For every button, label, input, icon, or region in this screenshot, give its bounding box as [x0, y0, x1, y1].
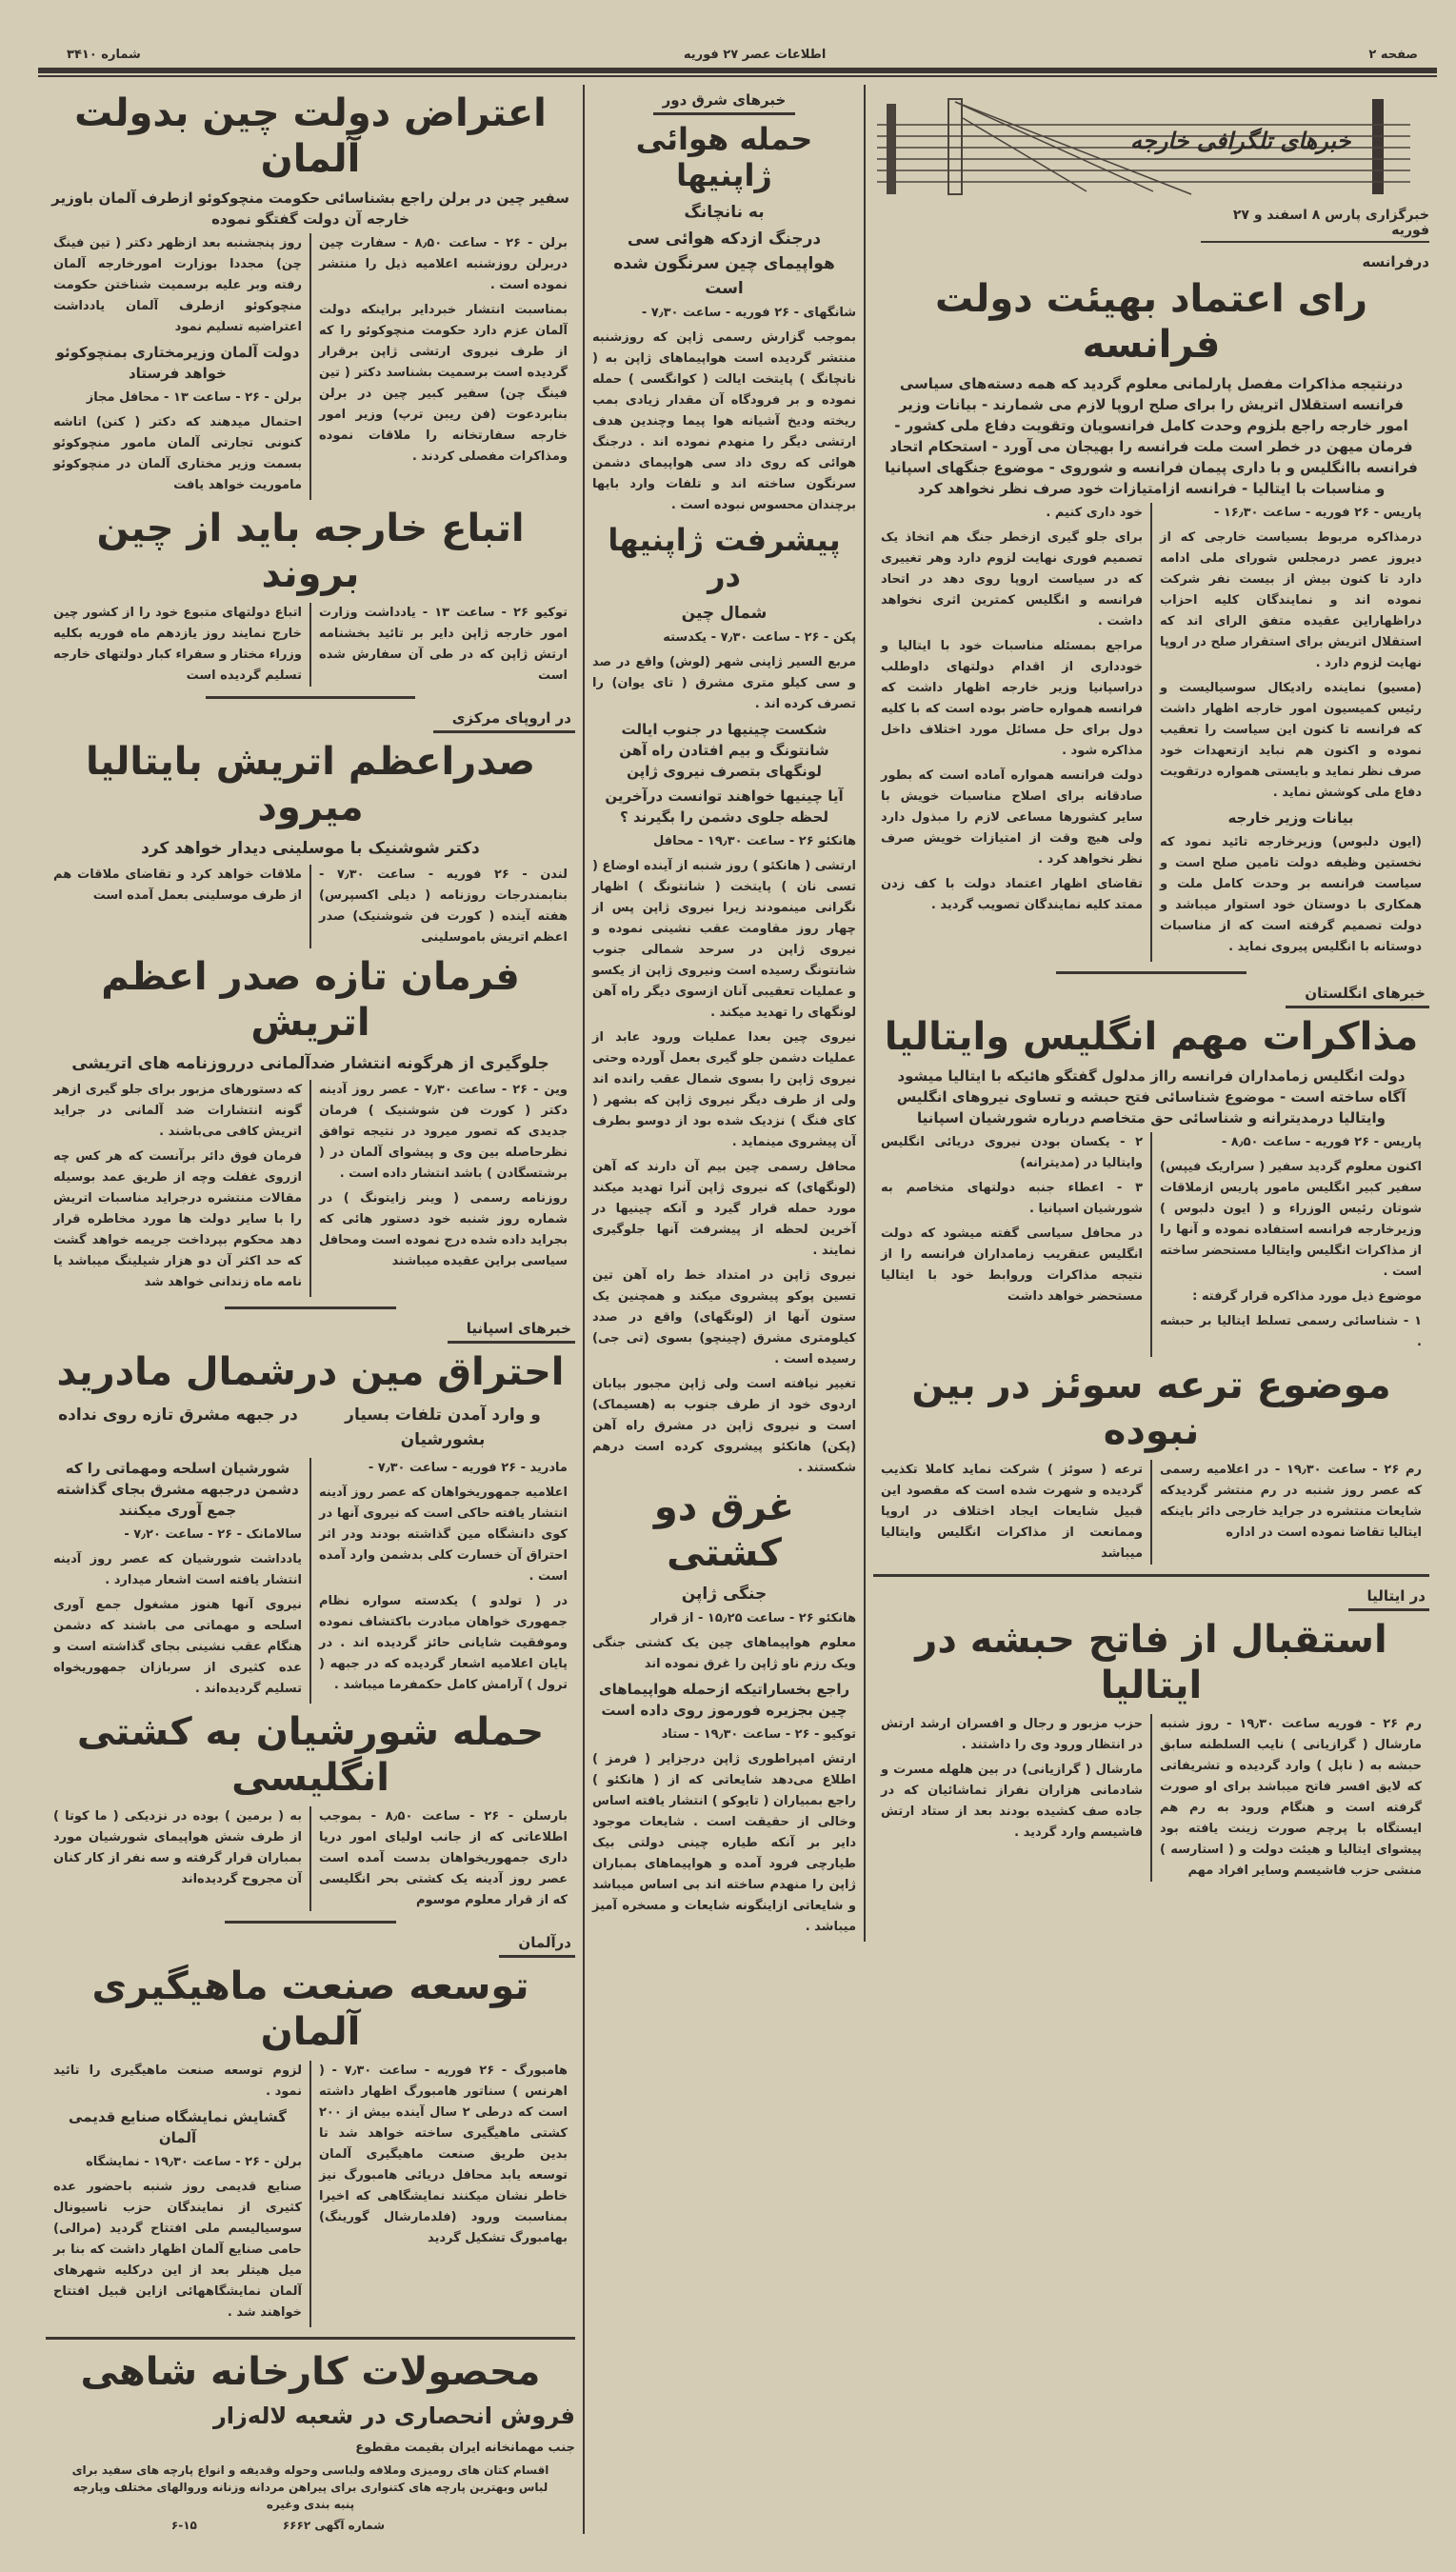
paragraph: تقاضای اظهار اعتماد دولت با کف زدن ممتد کلیه نمایندگان تصویب گردید . [881, 877, 1143, 912]
article-column: رم ۲۶ - فوریه ساعت ۱۹٫۳۰ - روز شنبه مارشال ( گرازیانی ) نایب السلطنه سابق حبشه به ( ناپل ) وارد گردیده و تشریفاتی که لایق افسر فاتح میباشد برای او صورت گرفته است و هنگام ورود به رم هم ایستگاه با پرچم صورت زینت یافته بود پیشوای ایتالیا و هیئت دولت و ( استارسه ) منشی حزب فاشیسم وسایر افراد مهم [1160, 1717, 1422, 1878]
article-france-body [873, 503, 1429, 962]
article-column [311, 233, 575, 500]
ad-code: ۶-۱۵ [170, 2519, 197, 2532]
article-column: توکیو ۲۶ - ساعت ۱۳ - یادداشت وزارت امور خارجه ژاپن دایر بر تائید بخشنامه ارتش ژاپن که در طی آن سفارش شده است [319, 606, 568, 683]
headline-madrid-mine: احتراق مین درشمال مادرید [56, 1350, 565, 1394]
headline-graziani: استقبال از فاتح حبشه در ایتالیا [915, 1618, 1387, 1707]
divider [225, 1921, 396, 1924]
dateline: هانکئو ۲۶ - ساعت ۱۹٫۳۰ - محافل [653, 833, 856, 848]
subhead: جنگی ژاپن [681, 1584, 768, 1604]
article-column: ملاقات خواهد کرد و تقاضای ملاقات هم از طرف موسلینی بعمل آمده است [46, 865, 311, 948]
ad-address: جنب مهمانخانه ایران بقیمت مقطوع [355, 2441, 575, 2455]
paragraph: (مسیو) نماینده رادیکال سوسیالیست و رئیس کمیسیون امور خارجه اظهار داشت که فرانسه تا کنون این سیاست را تعقیب نموده و اکنون هم نباید ازتعهدات خود صرف نظر نماید و بایستی همواره درتقویت دفاع ملی کوشش نماید . [1160, 681, 1422, 800]
paragraph: مارشال ( گرازیانی) در بین هلهله مسرت و شادمانی هزاران نفراز تماشائیان که در جاده صف کشیده بودند بعد از ستاد ارتش فاشیسم وارد گردید . [881, 1763, 1143, 1840]
article-column: هامبورگ - ۲۶ فوریه - ساعت ۷٫۳۰ - ( اهرنس ) سناتور هامبورگ اظهار داشته است که درطی ۲ سال آینده بیش از ۲۰۰ کشتی ماهیگیری ساخته خواهد شد تا بدین طریق صنعت ماهیگیری آلمان توسعه یابد محافل دریائی هامبورگ نیز خاطر نشان میکنند نمایشگاهی که اخیرا بمناسبت ورود (فلدمارشال گورینگ) بهامبورگ تشکیل گردید [319, 2064, 568, 2245]
paragraph: معلوم هواپیماهای چین یک کشتی جنگی ویک رزم ناو ژاپن را غرق نموده اند [592, 1635, 856, 1671]
article-foreigners-body [46, 603, 575, 687]
left-column [38, 85, 585, 2534]
article-graziani-body [873, 1714, 1429, 1882]
subhead: جلوگیری از هرگونه انتشار ضدآلمانی درروزنامه های اتریشی [71, 1054, 549, 1073]
headline-german-fishing: توسعه صنعت ماهیگیری آلمان [91, 1964, 529, 2054]
article-madrid-body [46, 1458, 575, 1704]
paragraph: مراجع بمسئله مناسبات خود با ایتالیا و خودداری از اقدام دولتهای داوطلب دراسپانیا وزیر خارجه اظهار داشت که فرانسه همواره حاضر بوده است که با کلیه دول برای حل مسائل مورد اختلاف داخل مذاکره شود . [881, 639, 1143, 758]
paragraph: برای جلو گیری ازخطر جنگ هم اتخاذ یک تصمیم فوری نهایت لزوم دارد وهر تغییری که در سیاست اروپا روی دهد در اتحاد فرانسه و انگلیس کمترین اثری نخواهد داشت . [881, 530, 1143, 628]
paragraph: اعلامیه جمهوریخواهان که عصر روز آدینه انتشار یافته حاکی است که نیروی آنها در کوی دانشگاه مین گذاشته بودند ودر اثر احتراق آن خسارت کلی بدشمن وارد آمده است . [319, 1485, 568, 1584]
article-china-protest-body [46, 233, 575, 500]
kicker-central-europe: در اروپای مرکزی [433, 709, 575, 733]
ad-body: اقسام کتان های رومیزی وملافه ولباسی وحوله وقدیفه و انواع پارچه های سفید برای لباس وبهترین پارچه های کتنواری برای پیراهن مردانه وزنانه وروالهای مختلف وپارچه پنبه بندی وغیره [71, 2463, 549, 2511]
banner-title: خبرهای تلگرافی خارجه [1130, 128, 1351, 154]
ad-footer [46, 2517, 575, 2534]
section-kicker [873, 1586, 1429, 1611]
subhead: به نانچانگ [684, 202, 765, 222]
paragraph: موضوع ذیل مورد مذاکره قرار گرفته : [1192, 1289, 1422, 1304]
issue-number: شماره ۳۴۱۰ [67, 48, 141, 62]
article-column: ترعه ( سوئز ) شرکت نماید کاملا تکذیب گردیده و شهرت شده است که مقصود این قبیل شایعات ایجاد اختلاف در اروپا وممانعت از مذاکرات انگلیس وایتالیا میباشد [873, 1460, 1152, 1565]
headline-rebels-attack-ship: حمله شورشیان به کشتی انگلیسی [76, 1710, 545, 1800]
dateline: هانکئو ۲۶ - ساعت ۱۵٫۲۵ - از قرار [650, 1610, 856, 1625]
page-number: صفحه ۲ [1368, 48, 1418, 62]
headline-foreigners-leave-china: اتباع خارجه باید از چین بروند [96, 507, 525, 596]
paragraph: روزنامه رسمی ( وینر زایتونگ ) در شماره روز شنبه خود دستور هائی که بجراید داده شده درج نموده است ومحافل سیاسی براین عقیده میباشند [319, 1191, 568, 1268]
subhead: گشایش نمایشگاه صنایع قدیمی آلمان [68, 2108, 288, 2146]
paragraph: تغییر نیافته است ولی ژاپن مجبور بیابان اردوی خود از طرف جنوب به (هسیماک) است و نیروی ژاپن در مشرق راه آهن (پکن) هانکئو پیشروی کرده است درهم شکستند . [592, 1376, 856, 1475]
headline-austria-decree: فرمان تازه صدر اعظم اتریش [101, 955, 520, 1045]
ad-subline-row [46, 2401, 575, 2458]
page-columns [38, 85, 1437, 2534]
section-kicker [46, 1319, 575, 1344]
paragraph: که دستورهای مزبور برای جلو گیری ازهر گونه انتشارات ضد آلمانی در جراید اتریش کافی می‌باشند . [53, 1083, 302, 1139]
article-column [1152, 503, 1429, 962]
headline-two-ships: غرق دو کشتی [653, 1485, 795, 1575]
section-kicker [592, 90, 856, 115]
subhead: درجنگ ازدکه هوائی سی هواپیمای چین سرنگون شده است [613, 229, 835, 298]
paragraph: دولت فرانسه همواره آماده است که بطور صادقانه برای اصلاح مناسبات خویش با سایر کشورها مساعی لازم را مبذول دارد ولی هیچ وقت از امتیازات خویش صرف نظر نخواهد کرد . [881, 768, 1143, 867]
subhead: شکست چینیها در جنوب ایالت شانتونگ و بیم افتادن راه آهن لونگهای بتصرف نیروی ژاپن [619, 720, 829, 780]
section-kicker [873, 984, 1429, 1008]
divider [206, 696, 415, 699]
middle-column [585, 85, 866, 1942]
paragraph: (ایون دلبوس) وزیرخارجه تائید نمود که نخستین وظیفه دولت تامین صلح است و سیاست فرانسه بر وحدت کامل ملت و همکاری با دوستان خود استوار میباشد و دولت تصمیم گرفته است که از مناسبات دوستانه با انگلیس پیروی نماید . [1160, 835, 1422, 954]
kicker-germany: درآلمان [499, 1934, 575, 1958]
paragraph: ۲ - یکسان بودن نیروی دریائی انگلیس وایتالیا در (مدیترانه) [881, 1135, 1143, 1170]
paragraph: نیروی ژاپن در امتداد خط راه آهن تین تسین پوکو پیشروی میکند و همچنین یک ستون آنها از (لونگهای) واقع در صدد کیلومتری مشرق (چینچو) بسوی (تی جی) رسیده است . [592, 1267, 856, 1366]
paragraph: روز پنجشنبه بعد ازظهر دکتر ( تین فینگ چن) مجددا بوزارت امورخارجه آلمان رفته وبر علیه برسمیت شناختن حکومت منچوکوئو ازطرف آلمان یادداشت اعتراضیه تسلیم نمود [53, 236, 302, 334]
kicker-italy: در ایتالیا [1348, 1587, 1429, 1611]
dateline: پاریس - ۲۶ فوریه - ساعت ۱۶٫۳۰ - [1213, 506, 1422, 520]
ad-subline: فروش انحصاری در شعبه لاله‌زار [212, 2403, 575, 2429]
paragraph: یادداشت شورشیان که عصر روز آدینه انتشار یافته است اشعار میدارد . [53, 1552, 302, 1587]
headline-china-protest: اعتراض دولت چین بدولت آلمان [74, 91, 547, 181]
divider [46, 2337, 575, 2340]
article-austria-italy-body [46, 865, 575, 948]
telegraph-banner [873, 85, 1429, 204]
paragraph: بموجب گزارش رسمی ژاپن که روزشنبه منتشر گردیده است هواپیماهای ژاپن به ( نانچانگ ) پایتخت ایالت ( کوانگسی ) حمله نموده و بر فرودگاه آن مقدار زیادی بمب ریخته ودیخ آشیانه هوا پیما وچندین هدف ارتشی دیگر را منهدم نموده اند . درجنگ هوائی که روی داد سی هواپیمای دشمن سرنگون ساخته اند و تلفات وارد بایها برچندان محسوس نبوده است . [592, 329, 856, 512]
subhead: راجع بخساراتیکه ازحمله هواپیماهای چین بجزیره فورموز روی داده است [598, 1680, 850, 1719]
article-air-raid-body [592, 303, 856, 516]
paragraph: احتمال میدهند که دکتر ( کنن) اتاشه کنونی تجارتی آلمان مامور منچوکوئو بسمت وزیر مختاری آلمان در منچوکوئو ماموریت خواهد یافت [53, 415, 302, 492]
article-column [311, 1080, 575, 1297]
ad-headline: محصولات کارخانه شاهی [80, 2350, 541, 2394]
article-suez-body [873, 1460, 1429, 1565]
divider [1056, 971, 1247, 974]
headline-air-raid: حمله هوائی ژاپنیها [635, 121, 813, 194]
summary-france: درنتیجه مذاکرات مفصل پارلمانی معلوم گردید که همه دسته‌های سیاسی فرانسه استقلال اتریش را برای صلح اروپا لازم می شمارند - بیانات وزیر امور خارجه راجع بلزوم وحدت کامل فرانسویان وتقویت دفاع ملی کشور - فرمان میهن در خطر است ملت فرانسه را بهیجان می آورد - استحکام اتحاد فرانسه باانگلیس و با داری پیمان فرانسه و شوروی - موضوع جنگهای اسپانیا و مناسبات با ایتالیا - فرانسه ازامتیازات خود صرف نظر نخواهد کرد [885, 375, 1418, 497]
article-column [1152, 1132, 1429, 1357]
madrid-subheads [46, 1401, 575, 1454]
article-column: لندن - ۲۶ فوریه - ساعت ۷٫۳۰ - بنابمندرجات روزنامه ( دیلی اکسپرس) هفته آینده ( کورت فن شوشنیک) صدر اعظم اتریش باموسلینی [319, 867, 568, 945]
kicker-spain: خبرهای اسپانیا [448, 1320, 575, 1344]
paragraph: فرمان فوق دائر برآنست که هر کس چه ازروی غفلت وچه از طریق عمد بوسیله مقالات منتشره درجراید مناسبات اتریش را با سایر دولت ها مورد مخاطره قرار دهد محکوم بپرداخت جریمه خواهد گشت که حد اکثر آن دو هزار شیلینگ میباشد یا نامه ماه زندانی خواهد شد [53, 1149, 302, 1289]
subhead: سفیر چین در برلن راجع بشناسائی حکومت منچوکوئو ازطرف آلمان باوزیر خارجه آن دولت گفتگو نموده [51, 189, 569, 228]
dateline: توکیو - ۲۶ - ساعت ۱۹٫۳۰ - ستاد [661, 1726, 856, 1742]
article-fishing-body [46, 2061, 575, 2327]
section-kicker [873, 252, 1429, 270]
paragraph: محافل رسمی چین بیم آن دارند که آهن (لونگهای) که نیروی ژاپن آنرا تهدید میکند مورد حمله قرار گیرد و آنکه چینیها در آخرین لحظه از پیشرفت آنها جلوگیری نمایند . [592, 1159, 856, 1258]
paragraph: درمذاکره مربوط بسیاست خارجی که از دیروز عصر درمجلس شورای ملی ادامه دارد تا کنون بیش از بیست نفر شرکت نموده اند و نمایندگان کلیه احزاب دراظهاراین عقیده متفق الرای اند که استقلال اتریش برای استقرار صلح در اروپا نهایت لزوم دارد . [1160, 530, 1422, 670]
dateline: پکن - ۲۶ - ساعت ۷٫۳۰ - یکدسته [663, 629, 856, 645]
subhead: شورشیان اسلحه ومهماتی را که دشمن درجبهه مشرق بجای گذاشته جمع آوری میکنند [56, 1460, 299, 1519]
headline-austria-chancellor-italy: صدراعظم اتریش بایتالیا میرود [86, 740, 535, 829]
article-column [873, 1132, 1152, 1357]
agency-line: خبرگزاری پارس ۸ اسفند و ۲۷ فوریه [1201, 208, 1429, 243]
masthead-rule [38, 68, 1437, 73]
headline-england-italy: مذاکرات مهم انگلیس وایتالیا [884, 1015, 1419, 1059]
article-column [311, 1458, 575, 1704]
subhead: دولت آلمان وزیرمختاری بمنچوکوئو خواهد فرستاد [55, 344, 300, 382]
subhead: و وارد آمدن تلفات بسیار بشورشیان [345, 1406, 541, 1449]
article-austria-decree-body [46, 1080, 575, 1297]
paragraph: نیروی آنها هنوز مشغول جمع آوری اسلحه و مهماتی می باشند که دشمن هنگام عقب نشینی بجای گذاشته است و عده کثیری از سربازان جمهوریخواه تسلیم گردیده‌اند . [53, 1598, 302, 1696]
article-column [873, 503, 1152, 962]
dateline: شانگهای - ۲۶ فوریه - ساعت ۷٫۳۰ - [641, 305, 856, 320]
paragraph: برلن - ۲۶ - ساعت ۸٫۵۰ - سفارت چین دربرلن روزشنبه اعلامیه ذیل را منتشر نموده است . [319, 236, 568, 292]
article-column [873, 1714, 1152, 1882]
paragraph: وین - ۲۶ - ساعت ۷٫۳۰ - عصر روز آدینه دکتر ( کورت فن شوشنیک ) فرمان جدیدی که تصور میرود در نتیجه توافق نظرحاصله بین وی و پیشوای آلمان در ( برشتسگادن ) باشد انتشار داده است . [319, 1083, 568, 1181]
paragraph: اکنون معلوم گردید سفیر ( سراریک فیپس) سفیر کبیر انگلیس مامور پاریس ازملاقات شوتان رئیس الوزراء و ( ایون دلبوس ) وزیرخارجه فرانسه استفاده نموده و آنها را از مذاکرات انگلیس وایتالیا مستحضر ساخته است . [1160, 1160, 1422, 1279]
article-column: رم ۲۶ - ساعت ۱۹٫۳۰ - در اعلامیه رسمی که عصر روز شنبه در رم منتشر گردیدکه شایعات منتشره در جراید خارجی دائر باینکه ایتالیا تقاضا نموده است در اداره [1160, 1463, 1422, 1540]
kicker-france: درفرانسه [1362, 253, 1429, 270]
paragraph: صنایع قدیمی روز شنبه باحضور عده کثیری از نمایندگان حزب ناسیونال سوسیالیسم ملی افتتاح گردید (مرالی) حامی صنایع آلمان اظهار داشت که بنا بر میل هیتلر بعد از این درکلیه شهرهای آلمان نمایشگاههائی ازاین قبیل افتتاح خواهند شد . [53, 2180, 302, 2320]
paragraph: ارتشی ( هانکئو ) روز شنبه از آینده اوضاع ( تسی نان ) پایتخت ( شانتونگ ) اظهار نگرانی مینمودند زیرا نیروی ژاپن پس از چهار روز مقاومت عقب نشینی نموده و نیروی ژاپن در سرحد شمالی جنوب شانتونگ رسیده است ونیروی ژاپن از یکسو و عملیات تعقیبی آنان ازسوی دیگر راه آهن لونگهای را تهدید میکند . [592, 858, 856, 1020]
kicker-england: خبرهای انگلستان [1286, 985, 1429, 1008]
paragraph: مربع السیر ژاپنی شهر (لوش) واقع در صد و سی کیلو متری مشرق ( تای یوان) را تصرف کرده اند . [592, 654, 856, 711]
article-column: بارسلن - ۲۶ - ساعت ۸٫۵۰ - بموجب اطلاعاتی که از جانب اولیای امور دریا داری جمهوریخواهان بدست آمده است عصر روز آدینه یک کشتی بحر انگلیسی که از قرار معلوم موسوم [319, 1809, 568, 1907]
masthead [38, 48, 1437, 68]
article-column [46, 1080, 311, 1297]
kicker-far-east: خبرهای شرق دور [653, 91, 796, 115]
paragraph: در محافل سیاسی گفته میشود که دولت انگلیس عنقریب زمامداران فرانسه را از نتیجه مذاکرات وروابط خود با ایتالیا مستحضر خواهد داشت [881, 1226, 1143, 1304]
paragraph: ۳ - اعطاء جنبه دولتهای متخاصم به شورشیان اسپانیا . [881, 1181, 1143, 1216]
article-column [46, 1458, 311, 1704]
ad-number: شماره آگهی ۶۶۶۲ [282, 2519, 385, 2532]
paragraph: نیروی چین بعدا عملیات ورود عابد از عملیات دشمن جلو گیری بعمل آورده وحتی نیروی ژاپن را بسوی شمال عقب رانده اند ولی از طرف دیگر نیروی ژاپن که بشهر ( کای فنگ ) نزدیک شده بود از دوسو بطرف آن پیشروی مینماید . [592, 1029, 856, 1149]
article-column [46, 2061, 311, 2327]
headline-suez: موضوع ترعه سوئز در بین نبوده [911, 1364, 1391, 1453]
section-kicker [46, 1933, 575, 1958]
article-british-ship-body [46, 1806, 575, 1911]
article-column: به ( برمین ) بوده در نزدیکی ( ما کوتا ) از طرف شش هواپیمای شورشیان مورد بمباران قرار گرفته و سه نفر از کار کنان آن مجروح گردیده‌اند [46, 1806, 311, 1911]
article-column: اتباع دولتهای متبوع خود را از کشور چین خارج نمایند روز یازدهم ماه فوریه بکلیه وزراء مختار و سفراء کبار دولتهای خارجه تسلیم گردیده است [46, 603, 311, 687]
advertisement-shahi-factory [46, 2349, 575, 2534]
article-column [46, 233, 311, 500]
subhead: در جبهه مشرق تازه روی نداده [58, 1406, 298, 1425]
article-two-ships-body [592, 1608, 856, 1938]
paragraph: خود داری کنیم . [1046, 506, 1143, 520]
dateline: برلن - ۲۶ - ساعت ۱۳ - محافل مجاز [86, 390, 302, 405]
article-north-china-body [592, 628, 856, 1479]
headline-france-confidence: رای اعتماد بهیئت دولت فرانسه [934, 277, 1368, 367]
subhead-minister-statement: بیانات وزیر خارجه [1227, 809, 1354, 827]
paragraph: در ( تولدو ) یکدسته سواره نظام جمهوری خواهان مبادرت باکتشاف نموده وموفقیت شایانی حائز گردیده اند . در پایان اعلامیه اشعار گردیده که در جبهه ( ترول ) آرامش کامل حکمفرما میباشد . [319, 1594, 568, 1692]
masthead-rule-thin [38, 75, 1437, 77]
dateline: مادرید - ۲۶ فوریه - ساعت ۷٫۳۰ - [368, 1461, 568, 1475]
paragraph: لزوم توسعه صنعت ماهیگیری را تائید نمود . [53, 2064, 302, 2099]
right-column [866, 85, 1437, 1885]
subhead: شمال چین [681, 603, 768, 623]
dateline: پاریس - ۲۶ فوریه - ساعت ۸٫۵۰ - [1221, 1135, 1422, 1149]
dateline: سالامانک - ۲۶ - ساعت ۷٫۲۰ - [124, 1527, 302, 1542]
article-england-italy-body [873, 1132, 1429, 1357]
paragraph: بمناسبت انتشار خبرداير براینکه دولت آلمان عزم دارد حکومت منچوکوئو را که از طرف نیروی ارتشی ژاپن برقرار گردیده است برسمیت بشناسد دکتر ( تین فینگ چن) سفیر کبیر چین در برلن بنابردعوت (فن ریبن ترپ) وزیر امور خارجه سفارتخانه را ملاقات نموده ومذاکرات مفصلی کردند . [319, 303, 568, 464]
paragraph: ۱ - شناسائی رسمی تسلط ایتالیا بر حبشه . [1160, 1314, 1422, 1349]
summary-england-italy: دولت انگلیس زمامداران فرانسه رااز مدلول گفتگو هائیکه با ایتالیا میشود آگاه ساخته است - موضوع شناسائی فتح حبشه و تساوی نیروهای انگلیس وایتالیا درمدیترانه و شناسائی حق متخاصم درباره شورشیان اسپانیا [896, 1067, 1406, 1126]
subhead: آیا چینیها خواهند توانست درآخرین لحظه جلوی دشمن را بگیرند ؟ [605, 787, 844, 826]
headline-north-china: پیشرفت ژاپنیها در [608, 521, 841, 595]
subhead: دکتر شوشنیک با موسلینی دیدار خواهد کرد [141, 839, 480, 858]
paper-title-date: اطلاعات عصر ۲۷ فوریه [683, 48, 827, 62]
paragraph: حزب مزبور و رجال و افسران ارشد ارتش در انتظار ورود وی را داشتند . [881, 1717, 1143, 1752]
paragraph: ارتش امپراطوری ژاپن درجزایر ( فرمز ) اطلاع می‌دهد شایعاتی که از ( هانکئو ) راجع بمبیاران ( تایوکو ) انتشار یافته اساس وخالی از حقیقت است . شایعات موجود دایر بر آنکه طیاره چینی دولتی بیک طیارچی فرود آمده و هواپیماهای بمباران ژاپن را منهدم ساخته اند بی اساس میباشد و شایعاتی ازاینگونه شایعات و مسخره آمیز میباشد . [592, 1751, 856, 1934]
divider [225, 1306, 396, 1309]
dateline: برلن - ۲۶ - ساعت ۱۹٫۳۰ - نمایشگاه [86, 2155, 302, 2169]
divider [873, 1574, 1429, 1577]
section-kicker [46, 708, 575, 733]
